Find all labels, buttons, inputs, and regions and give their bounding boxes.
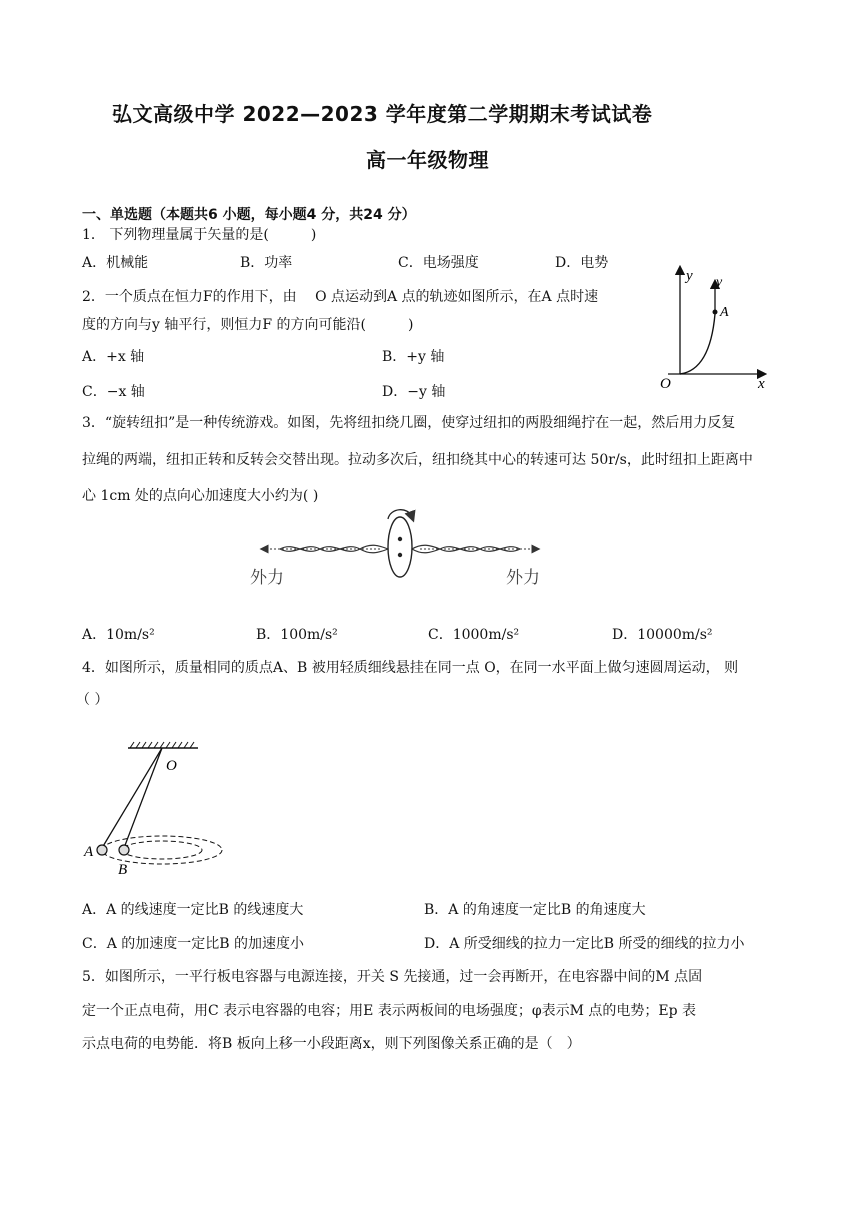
q1-option-b: B．功率	[240, 255, 293, 271]
exam-title: 弘文高级中学 2022—2023 学年度第二学期期末考试试卷	[112, 102, 653, 126]
trajectory-curve	[680, 314, 715, 374]
q2-option-c: C．−x 轴	[82, 384, 145, 400]
y-axis-label: y	[686, 268, 693, 284]
x-axis-label: x	[758, 376, 765, 392]
q1-option-d: D．电势	[555, 255, 609, 271]
section-heading: 一、单选题（本题共6 小题，每小题4 分，共24 分）	[82, 207, 416, 223]
q2-option-a: A．+x 轴	[82, 349, 145, 365]
point-a	[713, 310, 718, 315]
q2-option-b: B．+y 轴	[382, 349, 445, 365]
q2-stem-line1: 2．一个质点在恒力F的作用下，由 O 点运动到A 点的轨迹如图所示，在A 点时速	[82, 289, 599, 305]
q4-stem-line2: （ ）	[76, 692, 109, 708]
string-a	[102, 748, 162, 848]
q3-stem-line2: 拉绳的两端，纽扣正转和反转会交替出现。拉动多次后，纽扣绕其中心的转速可达 50r/s，此时纽扣上距离中	[82, 452, 753, 468]
q3-stem-line1: 3．“旋转纽扣”是一种传统游戏。如图，先将纽扣绕几圈，使穿过纽扣的两股细绳拧在一起，然后用力反复	[82, 415, 736, 431]
ceiling-hatch	[130, 742, 194, 748]
q3-option-c: C．1000m/s²	[428, 627, 520, 643]
q3-option-a: A．10m/s²	[82, 627, 155, 643]
string-b	[124, 748, 162, 848]
button-disc	[388, 517, 412, 577]
mass-b	[119, 845, 129, 855]
q2-trajectory-figure	[650, 262, 775, 392]
orbit-b	[122, 841, 202, 859]
velocity-label: v	[716, 275, 723, 290]
q2-stem-line2: 度的方向与y 轴平行，则恒力F 的方向可能沿( )	[82, 317, 414, 333]
right-force-label: 外力	[506, 568, 540, 587]
origin-label: O	[660, 376, 671, 392]
mass-b-label: B	[118, 862, 128, 878]
exam-subtitle: 高一年级物理	[366, 148, 489, 172]
q1-option-a: A．机械能	[82, 255, 149, 271]
point-a-label: A	[720, 305, 729, 320]
q4-pendulum-figure	[80, 740, 230, 880]
q2-option-d: D．−y 轴	[382, 384, 446, 400]
q4-option-c: C．A 的加速度一定比B 的加速度小	[82, 936, 305, 952]
q5-stem-line1: 5．如图所示，一平行板电容器与电源连接，开关 S 先接通，过一会再断开，在电容器中间的M 点固	[82, 969, 703, 985]
mass-a-label: A	[84, 844, 94, 860]
q3-button-figure	[250, 505, 550, 590]
q4-option-d: D．A 所受细线的拉力一定比B 所受的细线的拉力小	[424, 936, 745, 952]
q4-stem-line1: 4．如图所示，质量相同的质点A、B 被用轻质细线悬挂在同一点 O，在同一水平面上做匀速圆周运动， 则	[82, 660, 739, 676]
left-force-label: 外力	[250, 568, 284, 587]
q4-option-a: A．A 的线速度一定比B 的线速度大	[82, 902, 304, 918]
button-hole-bottom	[398, 553, 402, 557]
q3-option-d: D．10000m/s²	[612, 627, 713, 643]
q5-stem-line3: 示点电荷的电势能．将B 板向上移一小段距离x，则下列图像关系正确的是（ ）	[82, 1036, 581, 1052]
pivot-label: O	[166, 758, 177, 774]
q5-stem-line2: 定一个正点电荷，用C 表示电容器的电容；用E 表示两板间的电场强度；φ表示M 点的电势；Ep 表	[82, 1003, 697, 1019]
mass-a	[97, 845, 107, 855]
q3-option-b: B．100m/s²	[256, 627, 338, 643]
button-hole-top	[398, 537, 402, 541]
q1-option-c: C．电场强度	[398, 255, 479, 271]
q1-stem: 1． 下列物理量属于矢量的是( )	[82, 227, 317, 243]
q3-stem-line3: 心 1cm 处的点向心加速度大小约为( )	[82, 488, 319, 504]
q4-option-b: B．A 的角速度一定比B 的角速度大	[424, 902, 646, 918]
